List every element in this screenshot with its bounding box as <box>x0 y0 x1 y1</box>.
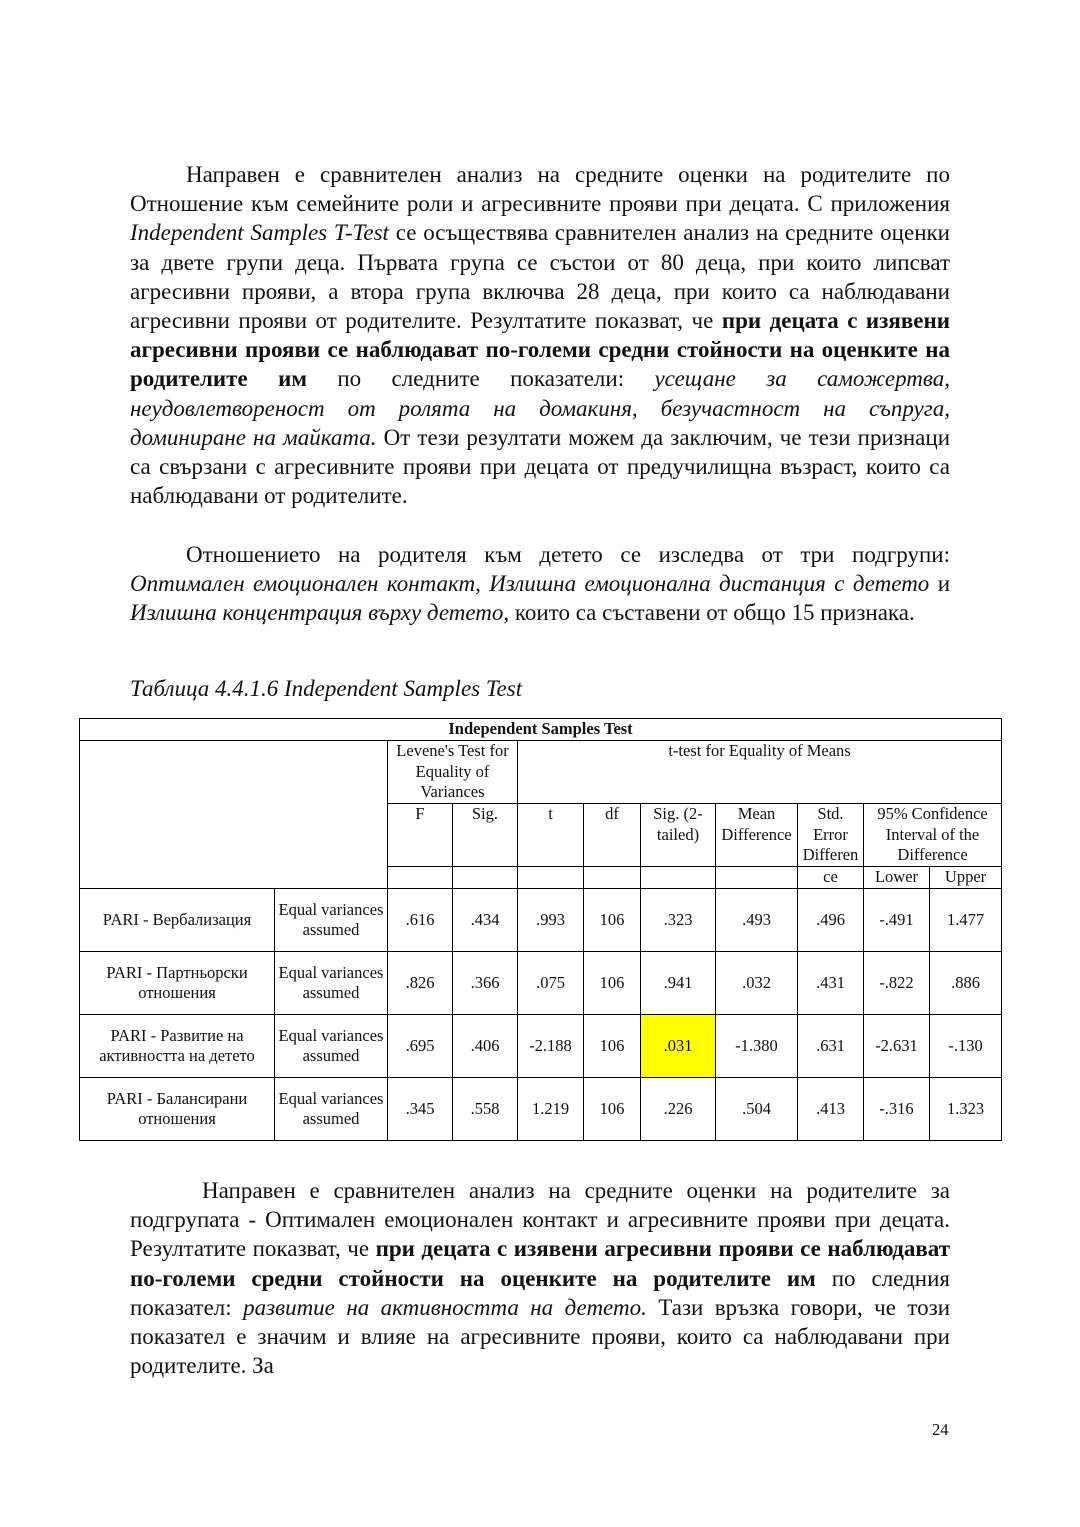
cell-F: .616 <box>388 889 453 952</box>
paragraph-3 <box>130 1176 950 1380</box>
cell-lower: -2.631 <box>864 1015 930 1078</box>
cell-stderr: .631 <box>798 1015 864 1078</box>
cell-meandiff: -1.380 <box>716 1015 798 1078</box>
col-sig-header: Sig. <box>453 804 518 867</box>
paragraph-2-italic-1: Оптимален емоционален контакт <box>130 571 476 597</box>
paragraph-3-bold-finding: при децата с изявени агресивни прояви се наблюдават по-големи средни стойности на оценките на родителите им <box>130 1236 950 1291</box>
ttest-header: t-test for Equality of Means <box>518 741 1002 804</box>
table-row <box>80 889 1002 952</box>
col-meandiff-header: Mean Difference <box>716 804 798 867</box>
paragraph-3-text: Направен е сравнителен анализ на средните оценки на родителите за подгрупата - Оптимален емоционален контакт и агресивните прояви при децата. Резултатите показват, че <box>130 1178 950 1262</box>
col-t-header: t <box>518 804 584 867</box>
cell-F: .345 <box>388 1078 453 1141</box>
paragraph-3-text-3: Тази връзка говори, че този показател е значим и влияе на агресивните прояви, които са наблюдавани при родителите. За <box>130 1294 951 1379</box>
cell-t: 1.219 <box>518 1078 584 1141</box>
table-group-header-row <box>80 741 1002 804</box>
row-label: PARI - Вербализация <box>80 889 275 952</box>
paragraph-2-italic-3: Излишна концентрация върху детето, <box>130 600 510 626</box>
col-df-blank <box>584 867 641 889</box>
row-assumption: Equal variances assumed <box>275 952 388 1015</box>
paragraph-1-bold-finding: при децата с изявени агресивни прояви се наблюдават по-големи средни стойности на оценките на родителите им <box>130 308 950 392</box>
paragraph-1-text-2: се осъществява сравнителен анализ на средните оценки за двете групи деца. Първата група се състои от 80 деца, при които липсват агресивни прояви, а втора група включва 28 деца, при които са наблюдавани агресивни прояви от родителите. Резултатите показват, че <box>130 220 950 334</box>
cell-sig: .366 <box>453 952 518 1015</box>
cell-lower: -.822 <box>864 952 930 1015</box>
cell-upper: 1.323 <box>930 1078 1002 1141</box>
cell-df: 106 <box>584 889 641 952</box>
col-t-blank <box>518 867 584 889</box>
page-number: 24 <box>932 1420 949 1439</box>
cell-sig: .434 <box>453 889 518 952</box>
cell-lower: -.316 <box>864 1078 930 1141</box>
col-sig2-header: Sig. (2-tailed) <box>641 804 716 867</box>
cell-stderr: .431 <box>798 952 864 1015</box>
table-row <box>80 1015 1002 1078</box>
independent-samples-table <box>79 718 1002 1141</box>
table-row <box>80 1078 1002 1141</box>
cell-upper: 1.477 <box>930 889 1002 952</box>
cell-sig: .558 <box>453 1078 518 1141</box>
paragraph-2-text-2: които са съставени от общо 15 признака. <box>509 600 915 626</box>
cell-stderr: .413 <box>798 1078 864 1141</box>
cell-sig2: .323 <box>641 889 716 952</box>
cell-t: .075 <box>518 952 584 1015</box>
cell-df: 106 <box>584 1078 641 1141</box>
paragraph-1-italic-method: Independent Samples T-Test <box>130 220 389 246</box>
paragraph-1-text: Направен е сравнителен анализ на средните оценки на родителите по Отношение към семейните роли и агресивните прояви при децата. С приложения <box>130 162 950 217</box>
paragraph-3-italic-indicator: развитие на активността на детето. <box>243 1294 647 1320</box>
col-lower-header: Lower <box>864 867 930 889</box>
row-assumption: Equal variances assumed <box>275 889 388 952</box>
cell-t: .993 <box>518 889 584 952</box>
row-label: PARI - Партньорски отношения <box>80 952 275 1015</box>
cell-sig2: .226 <box>641 1078 716 1141</box>
paragraph-2-italic-2: Излишна емоционална дистанция с детето <box>489 571 930 597</box>
table-title: Independent Samples Test <box>448 719 633 739</box>
paragraph-2-comma: , <box>475 571 490 597</box>
cell-sig: .406 <box>453 1015 518 1078</box>
cell-F: .695 <box>388 1015 453 1078</box>
paragraph-2-and: и <box>929 571 951 597</box>
cell-lower: -.491 <box>864 889 930 952</box>
cell-meandiff: .504 <box>716 1078 798 1141</box>
col-stderr-tail: ce <box>798 867 864 889</box>
cell-upper: -.130 <box>930 1015 1002 1078</box>
cell-meandiff: .493 <box>716 889 798 952</box>
cell-sig2-highlighted: .031 <box>641 1015 716 1078</box>
table-row <box>80 952 1002 1015</box>
cell-F: .826 <box>388 952 453 1015</box>
table-caption: Таблица 4.4.1.6 Independent Samples Test <box>130 676 523 701</box>
paragraph-2 <box>130 540 950 628</box>
cell-stderr: .496 <box>798 889 864 952</box>
col-meandiff-blank <box>716 867 798 889</box>
row-label: PARI - Балансирани отношения <box>80 1078 275 1141</box>
col-F-blank <box>388 867 453 889</box>
cell-upper: .886 <box>930 952 1002 1015</box>
paragraph-1 <box>130 160 950 510</box>
cell-sig2: .941 <box>641 952 716 1015</box>
col-df-header: df <box>584 804 641 867</box>
col-upper-header: Upper <box>930 867 1002 889</box>
cell-t: -2.188 <box>518 1015 584 1078</box>
paragraph-2-text: Отношението на родителя към детето се изследва от три подгрупи: <box>186 542 950 567</box>
header-empty-cell <box>80 741 388 889</box>
col-F-header: F <box>388 804 453 867</box>
paragraph-1-italic-indicators: усещане за саможертва, неудовлетвореност от ролята на домакиня, безучастност на съпруга, доминиране на майката. <box>130 366 950 450</box>
row-assumption: Equal variances assumed <box>275 1078 388 1141</box>
row-assumption: Equal variances assumed <box>275 1015 388 1078</box>
col-sig2-blank <box>641 867 716 889</box>
col-sig-blank <box>453 867 518 889</box>
table-title-row <box>80 719 1002 741</box>
levene-header: Levene's Test for Equality of Variances <box>388 741 518 804</box>
paragraph-1-text-4: От тези резултати можем да заключим, че тези признаци са свързани с агресивните прояви при децата от предучилищна възраст, които са наблюдавани от родителите. <box>130 424 951 509</box>
paragraph-1-text-3: по следните показатели: <box>306 366 655 392</box>
col-stderr-header: Std. Error Differen <box>798 804 864 867</box>
paragraph-3-text-2: по следния показател: <box>130 1265 950 1320</box>
cell-df: 106 <box>584 1015 641 1078</box>
cell-meandiff: .032 <box>716 952 798 1015</box>
row-label: PARI - Развитие на активността на детето <box>80 1015 275 1078</box>
col-ci-header: 95% Confidence Interval of the Difference <box>864 804 1002 867</box>
cell-df: 106 <box>584 952 641 1015</box>
